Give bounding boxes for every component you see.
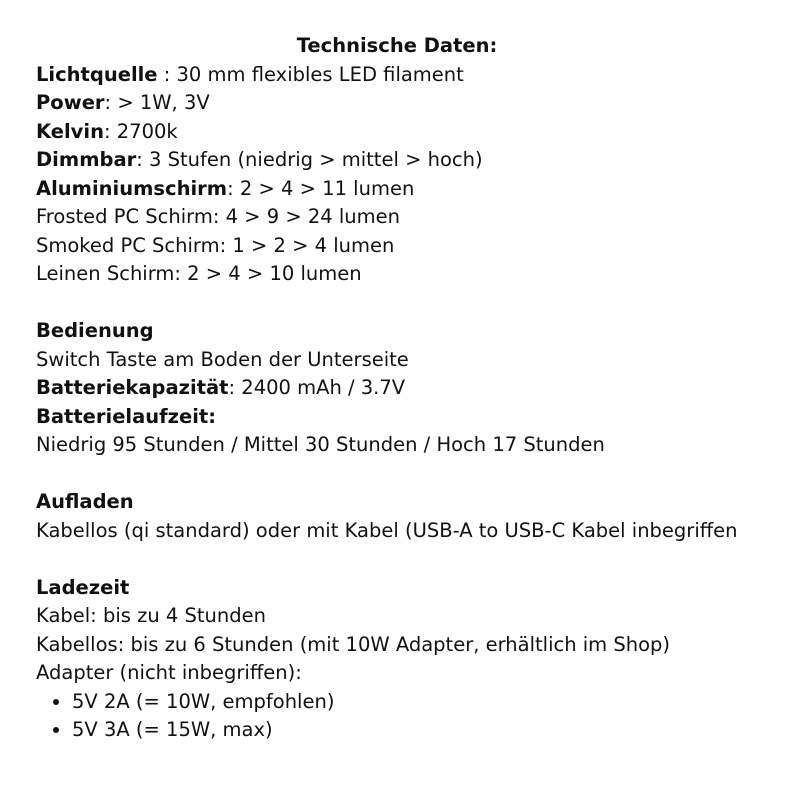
ladezeit-kabellos: Kabellos: bis zu 6 Stunden (mit 10W Adapter, erhältlich im Shop) (36, 632, 671, 656)
spec-lichtquelle (36, 61, 776, 90)
spec-kelvin (36, 118, 776, 147)
spec-batterielaufzeit-value: Niedrig 95 Stunden / Mittel 30 Stunden / Hoch 17 Stunden (36, 433, 605, 456)
spec-separator: : (103, 119, 117, 143)
spec-value: 2400 mAh / 3.7V (241, 376, 406, 399)
list-item: • 5V 2A (= 10W, empfohlen) (72, 688, 776, 717)
ladezeit-adapter: Adapter (nicht inbegriffen): (36, 661, 302, 684)
section-spacer (36, 289, 776, 318)
spec-separator: : (228, 376, 242, 399)
spec-value: 30 mm flexibles LED filament (176, 62, 464, 86)
section-heading-aufladen: Aufladen (36, 490, 134, 513)
shade-leinen: Leinen Schirm: 2 > 4 > 10 lumen (36, 262, 362, 285)
section-heading-ladezeit: Ladezeit (36, 575, 130, 599)
spec-dimmbar (36, 146, 776, 175)
spec-value: 2 > 4 > 11 lumen (239, 176, 415, 200)
spec-value: > 1W, 3V (117, 91, 210, 114)
spec-label: Batteriekapazität (36, 376, 229, 399)
spec-separator: : (157, 62, 177, 86)
spec-label: Power (36, 91, 105, 114)
shade-frosted: Frosted PC Schirm: 4 > 9 > 24 lumen (36, 205, 401, 228)
spec-value: 3 Stufen (niedrig > mittel > hoch) (149, 148, 483, 171)
spec-label: Aluminiumschirm (36, 176, 228, 200)
spec-power (36, 89, 776, 118)
spec-label: Dimmbar (36, 148, 137, 171)
spec-aluminiumschirm (36, 175, 776, 204)
section-spacer (36, 460, 776, 489)
list-item: • 5V 3A (= 15W, max) (72, 716, 776, 745)
aufladen-text: Kabellos (qi standard) oder mit Kabel (USB-A to USB-C Kabel inbegriffen (36, 518, 738, 542)
spec-label: Lichtquelle (36, 62, 158, 86)
shade-smoked: Smoked PC Schirm: 1 > 2 > 4 lumen (36, 233, 395, 257)
spec-value: 2700k (116, 119, 178, 143)
ladezeit-kabel: Kabel: bis zu 4 Stunden (36, 604, 266, 627)
spec-separator: : (136, 148, 150, 171)
section-spacer (36, 545, 776, 574)
spec-sheet (36, 32, 776, 745)
spec-separator: : (227, 176, 240, 200)
page-title: Technische Daten: (296, 34, 498, 57)
bedienung-text: Switch Taste am Boden der Unterseite (36, 347, 409, 371)
section-heading-bedienung: Bedienung (36, 319, 154, 342)
spec-batterielaufzeit-label: Batterielaufzeit: (36, 404, 217, 428)
spec-batteriekapazitaet (36, 374, 776, 403)
spec-label: Kelvin (36, 119, 104, 143)
spec-separator: : (104, 91, 118, 114)
adapter-list (36, 688, 776, 745)
